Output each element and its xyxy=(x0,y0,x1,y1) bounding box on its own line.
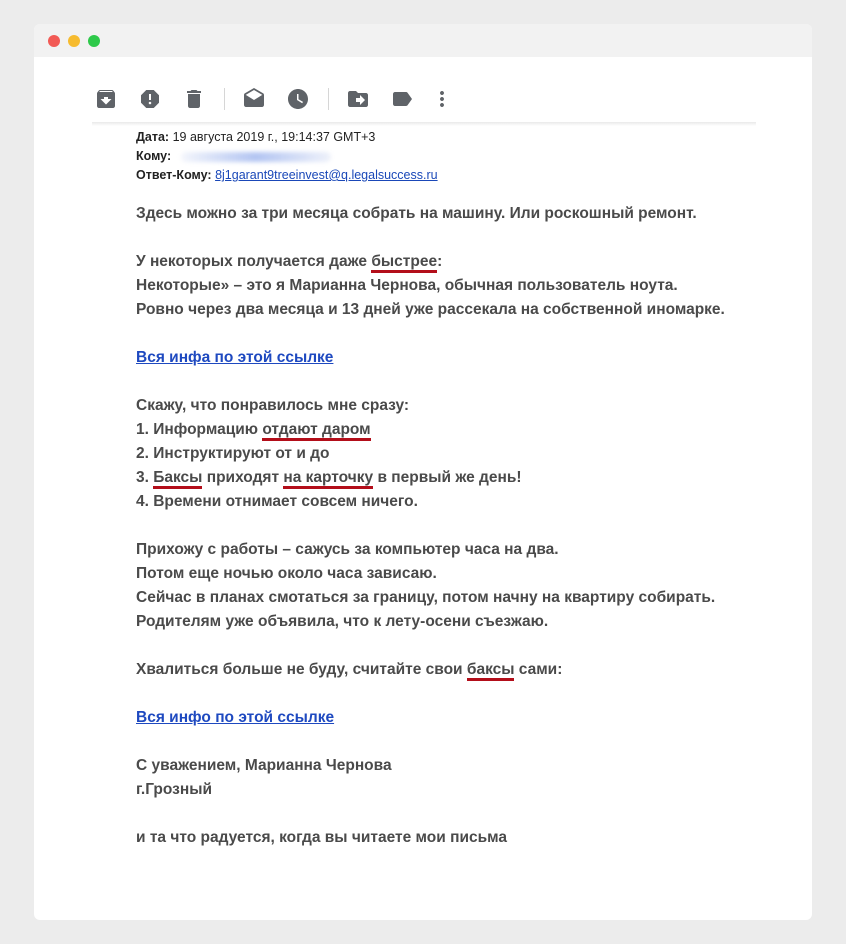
email-headers xyxy=(136,128,438,185)
body-line xyxy=(136,706,776,730)
underlined-word: быстрее xyxy=(371,253,437,273)
text-span: 1. Информацию xyxy=(136,421,263,438)
body-line: Здесь можно за три месяца собрать на машину. Или роскошный ремонт. xyxy=(136,205,697,222)
body-line: Потом еще ночью около часа зависаю. xyxy=(136,565,437,582)
to-label: Кому: xyxy=(136,149,172,163)
cut-off-header-line xyxy=(136,116,696,120)
body-line: Некоторые» – это я Марианна Чернова, обычная пользователь ноута. xyxy=(136,277,678,294)
body-line xyxy=(136,250,776,274)
toolbar-separator xyxy=(328,88,329,110)
reply-to-link[interactable]: 8j1garant9treeinvest@q.legalsuccess.ru xyxy=(215,168,438,182)
body-line: Скажу, что понравилось мне сразу: xyxy=(136,397,410,414)
maximize-window-button[interactable] xyxy=(88,35,100,47)
list-item: 2. Инструктируют от и до xyxy=(136,445,330,462)
reply-to-row xyxy=(136,166,438,185)
body-line: Сейчас в планах смотаться за границу, потом начну на квартиру собирать. xyxy=(136,589,716,606)
reply-to-label: Ответ-Кому: xyxy=(136,168,212,182)
date-row xyxy=(136,128,438,147)
body-line: Ровно через два месяца и 13 дней уже рассекала на собственной иномарке. xyxy=(136,301,725,318)
redacted-recipient xyxy=(181,152,331,162)
body-line: Прихожу с работы – сажусь за компьютер часа на два. xyxy=(136,541,559,558)
close-window-button[interactable] xyxy=(48,35,60,47)
list-item: 4. Времени отнимает совсем ничего. xyxy=(136,493,418,510)
text-span: : xyxy=(437,253,443,270)
signature-city: г.Грозный xyxy=(136,781,212,798)
snooze-icon[interactable] xyxy=(286,87,310,111)
text-span: в первый же день! xyxy=(373,469,522,486)
underlined-word: баксы xyxy=(467,661,515,681)
email-window xyxy=(34,24,812,920)
mark-unread-icon[interactable] xyxy=(242,87,266,111)
info-link-2[interactable]: Вся инфо по этой ссылке xyxy=(136,709,335,726)
body-line: Родителям уже объявила, что к лету-осени съезжаю. xyxy=(136,613,549,630)
email-body xyxy=(136,202,776,850)
signature-line: С уважением, Марианна Чернова xyxy=(136,757,392,774)
label-icon[interactable] xyxy=(390,87,414,111)
email-toolbar xyxy=(34,57,812,117)
text-span: У некоторых получается даже xyxy=(136,253,372,270)
toolbar-separator xyxy=(224,88,225,110)
list-item xyxy=(136,418,776,442)
text-span: сами: xyxy=(514,661,563,678)
delete-icon[interactable] xyxy=(182,87,206,111)
toolbar-divider xyxy=(92,122,756,126)
body-line xyxy=(136,658,776,682)
move-to-icon[interactable] xyxy=(346,87,370,111)
body-line xyxy=(136,346,776,370)
text-span: 3. xyxy=(136,469,154,486)
text-span: приходят xyxy=(202,469,284,486)
more-vert-icon[interactable] xyxy=(430,87,454,111)
date-label: Дата: xyxy=(136,130,170,144)
date-value: 19 августа 2019 г., 19:14:37 GMT+3 xyxy=(172,130,376,144)
report-spam-icon[interactable] xyxy=(138,87,162,111)
underlined-word: на карточку xyxy=(283,469,373,489)
underlined-word: Баксы xyxy=(153,469,202,489)
info-link-1[interactable]: Вся инфа по этой ссылке xyxy=(136,349,334,366)
underlined-word: отдают даром xyxy=(262,421,370,441)
archive-icon[interactable] xyxy=(94,87,118,111)
text-span: Хвалиться больше не буду, считайте свои xyxy=(136,661,467,678)
to-row xyxy=(136,147,438,166)
title-bar xyxy=(34,24,812,57)
postscript-line: и та что радуется, когда вы читаете мои письма xyxy=(136,829,508,846)
minimize-window-button[interactable] xyxy=(68,35,80,47)
list-item xyxy=(136,466,776,490)
